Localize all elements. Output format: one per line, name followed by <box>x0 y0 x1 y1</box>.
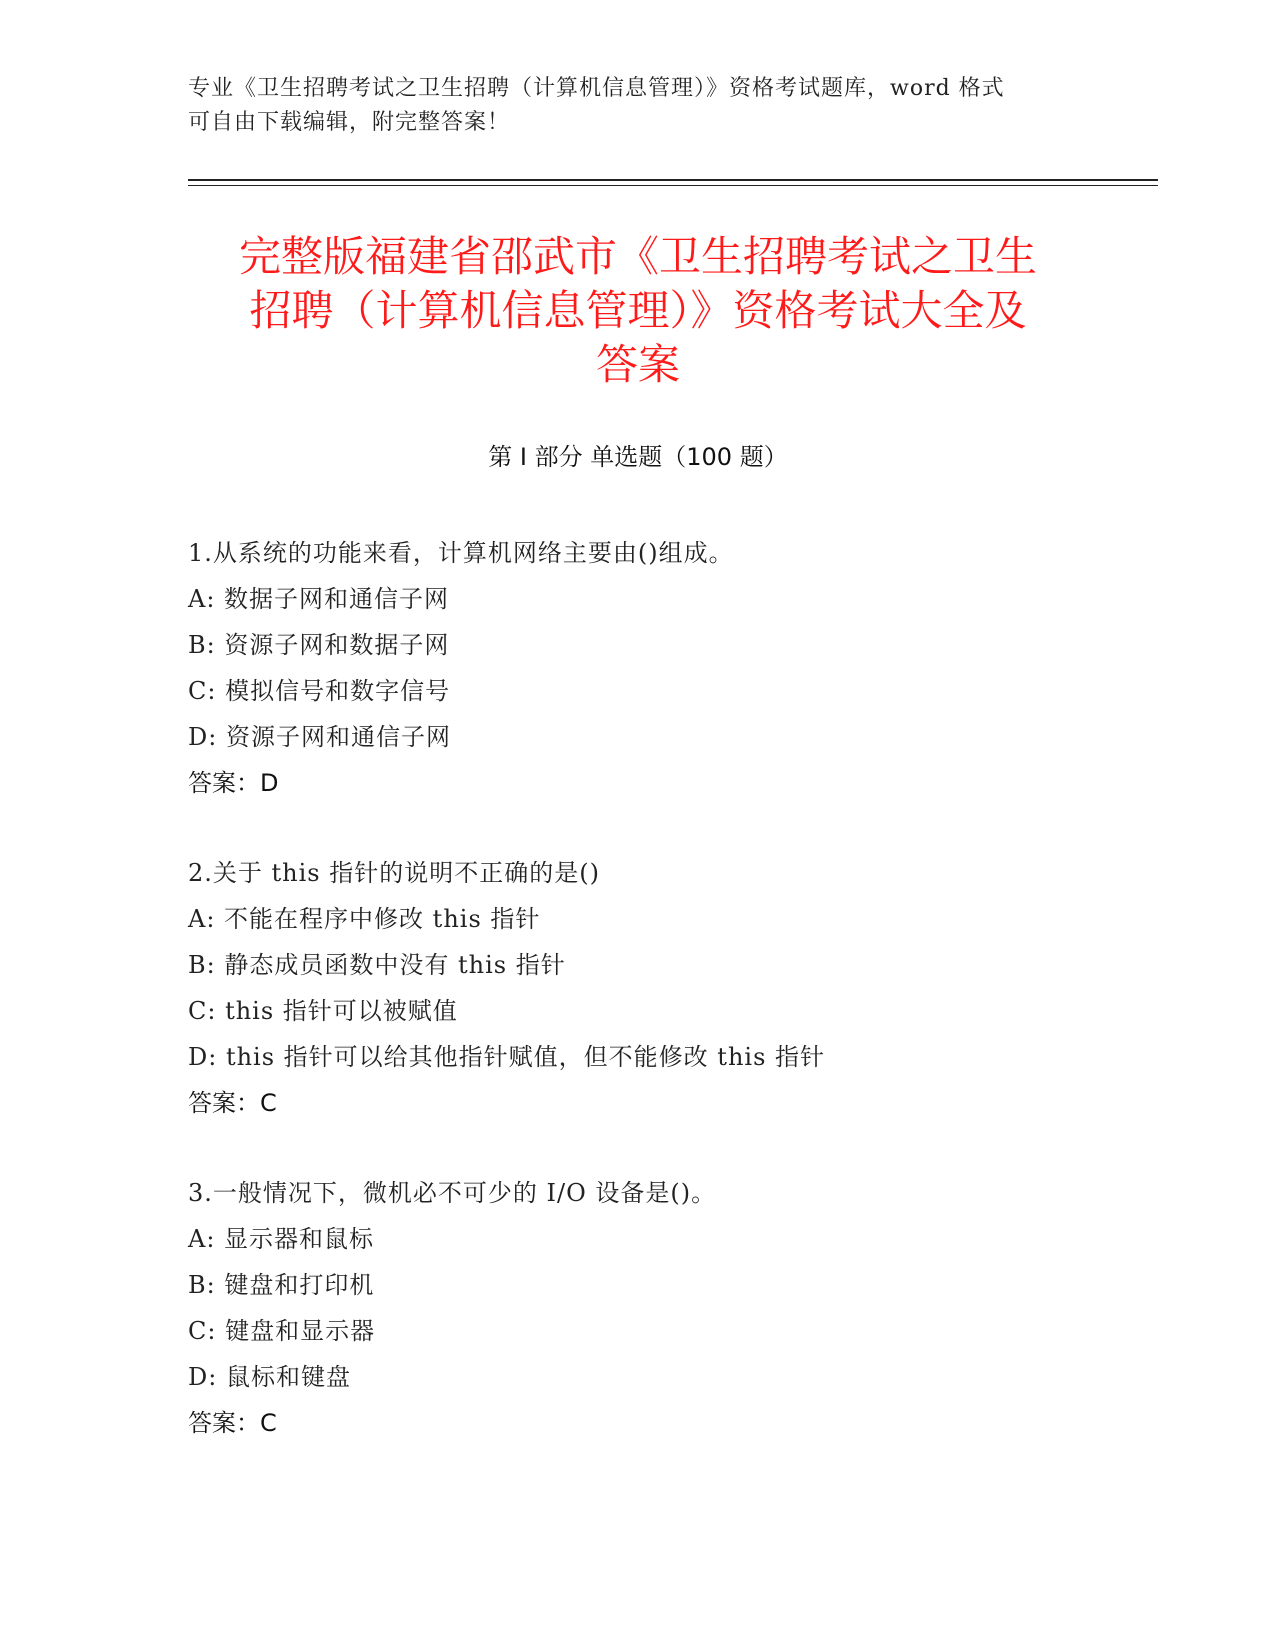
option-c: C: this 指针可以被赋值 <box>188 997 458 1025</box>
answer: 答案：C <box>188 1089 277 1117</box>
option-a: A: 显示器和鼠标 <box>188 1225 375 1253</box>
option-b: B: 静态成员函数中没有 this 指针 <box>188 951 566 979</box>
option-d: D: 资源子网和通信子网 <box>188 723 451 751</box>
question-stem: 2.关于 this 指针的说明不正确的是() <box>188 859 600 887</box>
question-1 <box>188 530 1088 806</box>
header-note-line-2: 可自由下载编辑，附完整答案！ <box>188 110 511 135</box>
option-d: D: this 指针可以给其他指针赋值，但不能修改 this 指针 <box>188 1043 826 1071</box>
document-title-line-1: 完整版福建省邵武市《卫生招聘考试之卫生 <box>238 232 1037 281</box>
question-3 <box>188 1170 1088 1446</box>
question-stem: 3.一般情况下，微机必不可少的 I/O 设备是()。 <box>188 1179 717 1207</box>
option-c: C: 模拟信号和数字信号 <box>188 677 451 705</box>
option-d: D: 鼠标和键盘 <box>188 1363 351 1391</box>
header-note-line-1: 专业《卫生招聘考试之卫生招聘（计算机信息管理）》资格考试题库，word 格式 <box>188 76 1005 101</box>
option-a: A: 不能在程序中修改 this 指针 <box>188 905 541 933</box>
document-title-line-2: 招聘（计算机信息管理）》资格考试大全及 <box>249 286 1027 335</box>
option-a: A: 数据子网和通信子网 <box>188 585 450 613</box>
question-2 <box>188 850 1088 1126</box>
answer: 答案：C <box>188 1409 277 1437</box>
header-note <box>188 72 1068 140</box>
header-rule-thick <box>188 179 1158 181</box>
option-b: B: 键盘和打印机 <box>188 1271 375 1299</box>
option-b: B: 资源子网和数据子网 <box>188 631 450 659</box>
section-title: 第 I 部分 单选题（100 题） <box>488 443 788 471</box>
document-title <box>188 230 1088 392</box>
answer: 答案：D <box>188 769 279 797</box>
document-title-line-3: 答案 <box>595 340 680 389</box>
question-stem: 1.从系统的功能来看，计算机网络主要由()组成。 <box>188 539 734 567</box>
option-c: C: 键盘和显示器 <box>188 1317 376 1345</box>
header-rule-thin <box>188 185 1158 186</box>
